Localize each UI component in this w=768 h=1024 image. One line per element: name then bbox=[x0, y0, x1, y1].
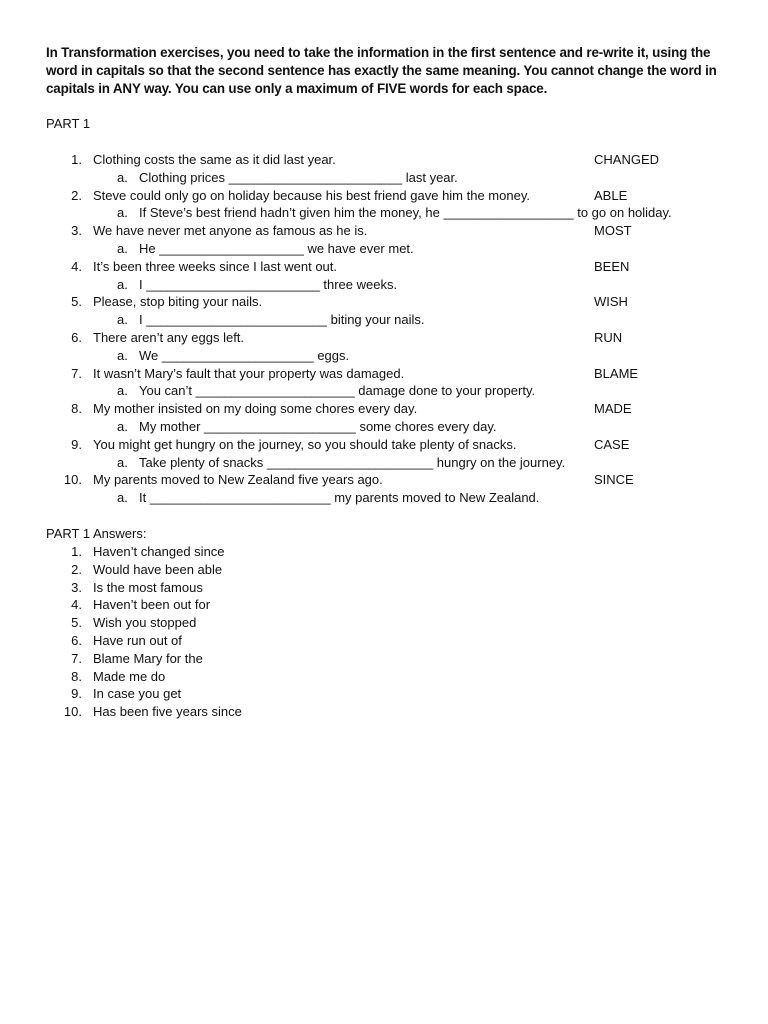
exercise-keyword: CHANGED bbox=[594, 152, 660, 167]
subitem-letter: a. bbox=[117, 419, 128, 434]
exercise-subitem bbox=[0, 311, 768, 329]
exercise-subitem bbox=[0, 204, 768, 222]
exercise-number: 8. bbox=[71, 401, 82, 416]
answer-number: 2. bbox=[71, 562, 82, 577]
answer-item bbox=[0, 543, 768, 561]
exercise-number: 7. bbox=[71, 366, 82, 381]
answer-text: Made me do bbox=[93, 669, 166, 684]
exercise-sentence: There aren’t any eggs left. bbox=[93, 330, 245, 345]
answer-number: 4. bbox=[71, 597, 82, 612]
exercise-item bbox=[0, 365, 768, 383]
subitem-text: My mother _____________________ some chores every day. bbox=[139, 419, 497, 434]
exercise-item bbox=[0, 222, 768, 240]
exercise-keyword: WISH bbox=[594, 294, 628, 309]
exercise-subitem bbox=[0, 418, 768, 436]
answer-number: 1. bbox=[71, 544, 82, 559]
exercise-subitem bbox=[0, 240, 768, 258]
answer-text: Has been five years since bbox=[93, 704, 242, 719]
exercise-item bbox=[0, 293, 768, 311]
exercise-sentence: You might get hungry on the journey, so you should take plenty of snacks. bbox=[93, 437, 517, 452]
exercise-subitem bbox=[0, 382, 768, 400]
exercise-number: 2. bbox=[71, 188, 82, 203]
exercise-subitem bbox=[0, 276, 768, 294]
exercise-sentence: It wasn’t Mary’s fault that your property was damaged. bbox=[93, 366, 405, 381]
exercise-sentence: It’s been three weeks since I last went out. bbox=[93, 259, 338, 274]
subitem-text: He ____________________ we have ever met. bbox=[139, 241, 414, 256]
exercise-sentence: My parents moved to New Zealand five years ago. bbox=[93, 472, 383, 487]
answer-item bbox=[0, 668, 768, 686]
subitem-text: If Steve’s best friend hadn’t given him the money, he __________________ to go on holiday. bbox=[139, 205, 672, 220]
exercise-keyword: ABLE bbox=[594, 188, 628, 203]
exercise-item bbox=[0, 329, 768, 347]
exercise-sentence: Clothing costs the same as it did last year. bbox=[93, 152, 336, 167]
subitem-letter: a. bbox=[117, 277, 128, 292]
exercise-keyword: RUN bbox=[594, 330, 623, 345]
exercise-subitem bbox=[0, 169, 768, 187]
answer-text: Haven’t been out for bbox=[93, 597, 211, 612]
exercise-number: 4. bbox=[71, 259, 82, 274]
subitem-letter: a. bbox=[117, 170, 128, 185]
exercise-keyword: CASE bbox=[594, 437, 630, 452]
exercise-keyword: BEEN bbox=[594, 259, 630, 274]
exercise-number: 9. bbox=[71, 437, 82, 452]
answer-number: 9. bbox=[71, 686, 82, 701]
answer-text: Wish you stopped bbox=[93, 615, 197, 630]
exercise-number: 6. bbox=[71, 330, 82, 345]
exercise-number: 1. bbox=[71, 152, 82, 167]
answer-item bbox=[0, 579, 768, 597]
exercise-sentence: Please, stop biting your nails. bbox=[93, 294, 263, 309]
subitem-text: Clothing prices ________________________ last year. bbox=[139, 170, 458, 185]
subitem-text: I _________________________ biting your nails. bbox=[139, 312, 425, 327]
exercise-number: 5. bbox=[71, 294, 82, 309]
exercise-item bbox=[0, 436, 768, 454]
exercise-item bbox=[0, 471, 768, 489]
subitem-text: You can’t ______________________ damage done to your property. bbox=[139, 383, 536, 398]
subitem-letter: a. bbox=[117, 490, 128, 505]
answer-number: 8. bbox=[71, 669, 82, 684]
answer-number: 10. bbox=[63, 704, 82, 719]
exercise-keyword: BLAME bbox=[594, 366, 639, 381]
exercise-sentence: My mother insisted on my doing some chores every day. bbox=[93, 401, 418, 416]
answer-text: Would have been able bbox=[93, 562, 223, 577]
exercise-subitem bbox=[0, 489, 768, 507]
answer-number: 6. bbox=[71, 633, 82, 648]
answer-item bbox=[0, 596, 768, 614]
answer-text: Haven’t changed since bbox=[93, 544, 225, 559]
answer-number: 5. bbox=[71, 615, 82, 630]
answers-title: PART 1 Answers: bbox=[46, 526, 147, 541]
part1-title: PART 1 bbox=[46, 116, 91, 131]
answer-item bbox=[0, 632, 768, 650]
answer-item bbox=[0, 561, 768, 579]
subitem-text: I ________________________ three weeks. bbox=[139, 277, 398, 292]
exercise-number: 3. bbox=[71, 223, 82, 238]
exercise-subitem bbox=[0, 454, 768, 472]
exercise-subitem bbox=[0, 347, 768, 365]
subitem-letter: a. bbox=[117, 205, 128, 220]
exercise-keyword: MOST bbox=[594, 223, 632, 238]
subitem-letter: a. bbox=[117, 383, 128, 398]
exercise-item bbox=[0, 258, 768, 276]
answer-number: 3. bbox=[71, 580, 82, 595]
answer-item bbox=[0, 650, 768, 668]
exercise-item bbox=[0, 400, 768, 418]
answer-text: Is the most famous bbox=[93, 580, 203, 595]
subitem-text: It _________________________ my parents moved to New Zealand. bbox=[139, 490, 540, 505]
answer-text: Have run out of bbox=[93, 633, 182, 648]
answer-text: In case you get bbox=[93, 686, 182, 701]
exercise-item bbox=[0, 187, 768, 205]
answer-item bbox=[0, 614, 768, 632]
answer-text: Blame Mary for the bbox=[93, 651, 203, 666]
exercise-keyword: MADE bbox=[594, 401, 632, 416]
subitem-letter: a. bbox=[117, 241, 128, 256]
exercise-keyword: SINCE bbox=[594, 472, 634, 487]
subitem-text: Take plenty of snacks _______________________ hungry on the journey. bbox=[139, 455, 566, 470]
instructions-paragraph: In Transformation exercises, you need to take the information in the first sentence and re-write it, using the word in capitals so that the second sentence has exactly the same meaning. You cannot change the word in capitals in ANY way. You can use only a maximum of FIVE words for each space. bbox=[46, 45, 717, 96]
exercise-sentence: Steve could only go on holiday because his best friend gave him the money. bbox=[93, 188, 530, 203]
subitem-letter: a. bbox=[117, 312, 128, 327]
subitem-letter: a. bbox=[117, 455, 128, 470]
answer-item bbox=[0, 685, 768, 703]
exercise-number: 10. bbox=[63, 472, 82, 487]
subitem-letter: a. bbox=[117, 348, 128, 363]
exercise-sentence: We have never met anyone as famous as he is. bbox=[93, 223, 368, 238]
answer-item bbox=[0, 703, 768, 721]
answer-number: 7. bbox=[71, 651, 82, 666]
exercise-item bbox=[0, 151, 768, 169]
subitem-text: We _____________________ eggs. bbox=[139, 348, 350, 363]
